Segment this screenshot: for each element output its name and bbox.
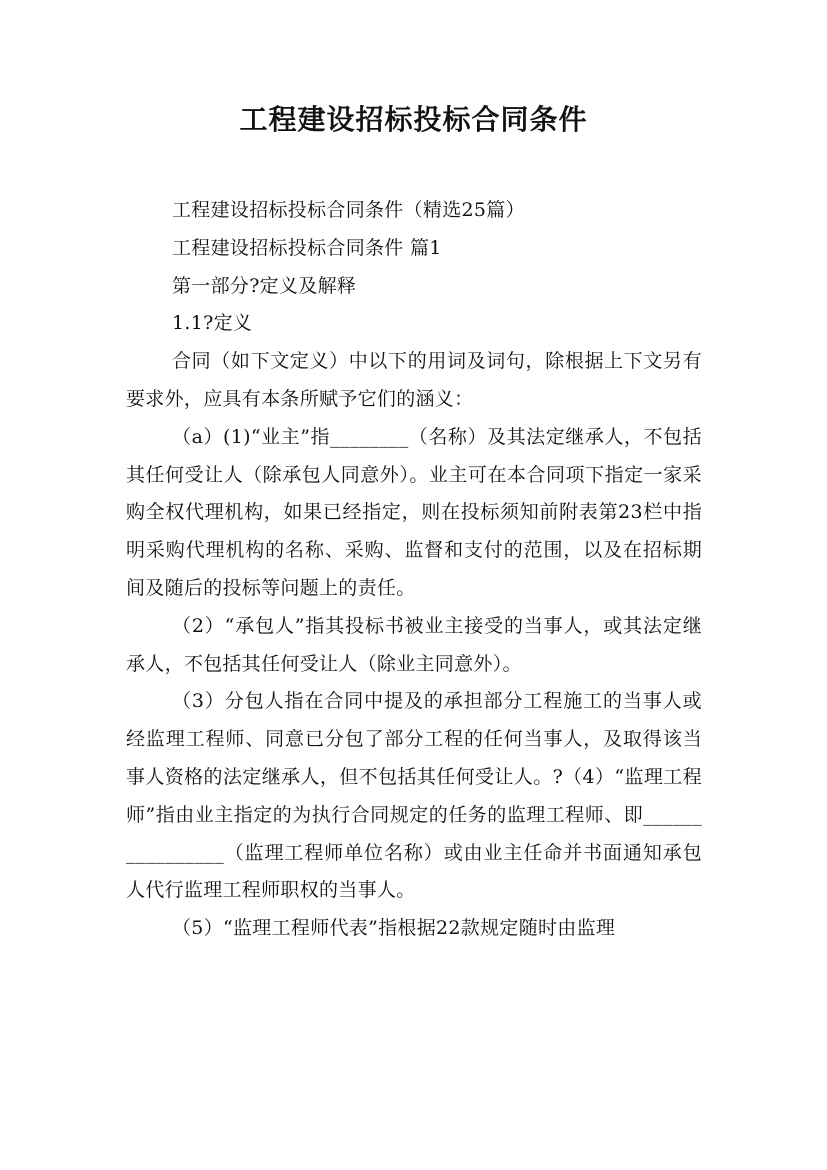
paragraph-part-heading: 第一部分?定义及解释: [172, 274, 357, 297]
paragraph-subtitle: 工程建设招标投标合同条件（精选25篇）: [172, 199, 525, 221]
paragraph-clause-heading: 1.1?定义: [172, 312, 253, 335]
paragraph-contractor-definition: （2）“承包人”指其投标书被业主接受的当事人，或其法定继承人，不包括其任何受让人（除业主同意外）。: [126, 614, 702, 675]
paragraph-section-heading: 工程建设招标投标合同条件 篇1: [172, 236, 442, 259]
paragraph-owner-definition: （a）(1)“业主”指________（名称）及其法定继承人，不包括其任何受让人（除承包人同意外）。业主可在本合同项下指定一家采购全权代理机构，如果已经指定，则在投标须知前附表第23栏中指明采购代理机构的名称、采购、监督和支付的范围，以及在招标期间及随后的投标等问题上的责任。: [126, 425, 702, 599]
paragraph-definition-intro: 合同（如下文定义）中以下的用词及词句，除根据上下文另有要求外，应具有本条所赋予它们的涵义：: [126, 350, 702, 410]
paragraph-subcontractor-engineer-definition: （3）分包人指在合同中提及的承担部分工程施工的当事人或经监理工程师、同意已分包了部分工程的任何当事人，及取得该当事人资格的法定继承人，但不包括其任何受让人。?（4）“监理工程师”指由业主指定的为执行合同规定的任务的监理工程师、即________________（监理工程师单位名称）或由业主任命并书面通知承包人代行监理工程师职权的当事人。: [126, 690, 702, 902]
document-title: 工程建设招标投标合同条件: [239, 103, 588, 136]
document-body: [126, 192, 702, 948]
paragraph-engineer-representative-definition: （5）“监理工程师代表”指根据22款规定随时由监理: [172, 917, 616, 940]
